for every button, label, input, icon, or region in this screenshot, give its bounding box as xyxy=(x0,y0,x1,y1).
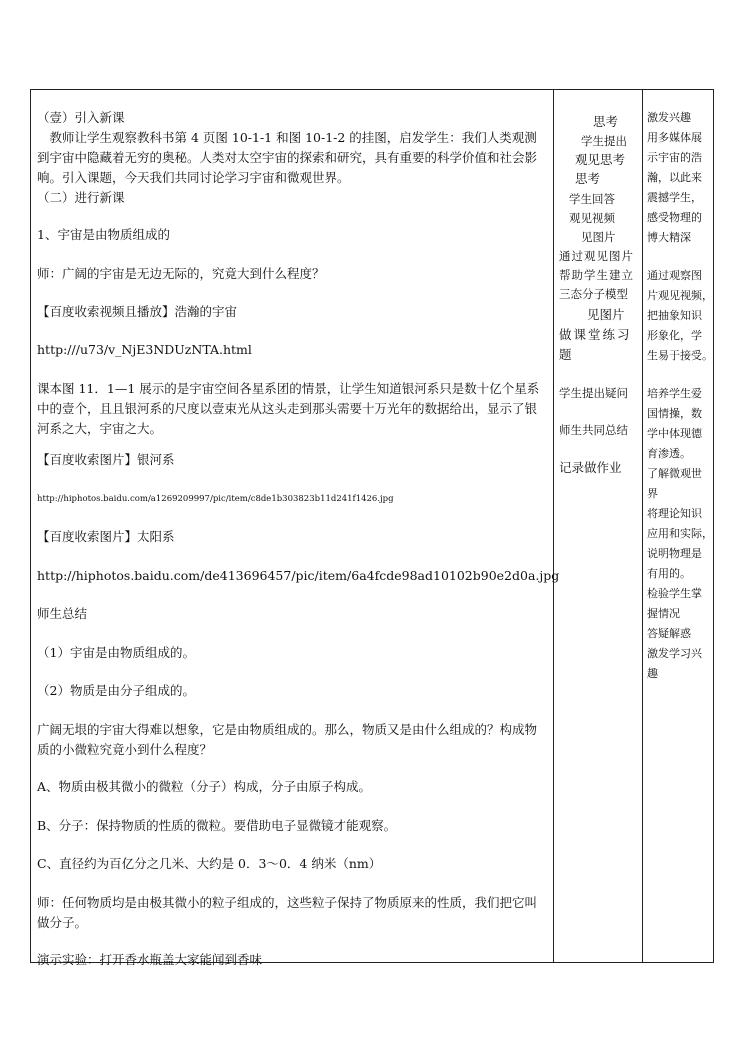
summary-2: （2）物质是由分子组成的。 xyxy=(37,683,195,698)
intent-line-19: 将理论知识 xyxy=(647,507,702,520)
intent-line-14: 国情操，数 xyxy=(647,407,702,420)
point-1: 1、宇宙是由物质组成的 xyxy=(37,227,170,242)
lesson-plan-table xyxy=(30,89,714,967)
intent-line-24: 握情况 xyxy=(647,607,680,620)
intent-line-22: 有用的。 xyxy=(647,567,691,580)
intent-line-10: 把抽象知识 xyxy=(647,309,702,322)
intent-line-2: 用多媒体展 xyxy=(647,131,702,144)
student-line-11: 见图片 xyxy=(587,307,625,322)
student-line-4: 思考 xyxy=(575,171,601,186)
image1-label: 【百度收索图片】银河系 xyxy=(37,452,175,467)
intent-line-27: 趣 xyxy=(647,667,658,680)
intent-line-20: 应用和实际， xyxy=(647,527,713,540)
question-2: 广阔无垠的宇宙大得难以想象，它是由物质组成的。那么，物质又是由什么组成的？构成物质的小微粒究竟小到什么程度？ xyxy=(37,722,538,757)
student-line-12: 做课堂练习 xyxy=(559,327,632,342)
intent-line-1: 激发兴趣 xyxy=(647,111,691,124)
intro-heading: （壹）引入新课 xyxy=(37,110,125,125)
intent-line-15: 学中体现德 xyxy=(647,427,702,440)
student-line-8: 通过观见图片 xyxy=(559,249,634,263)
new-lesson-heading: （二）进行新课 xyxy=(37,190,125,205)
image2-label: 【百度收索图片】太阳系 xyxy=(37,529,175,544)
student-line-14: 学生提出疑问 xyxy=(559,386,628,400)
intent-line-11: 形象化，学 xyxy=(647,329,702,342)
intent-line-5: 震撼学生， xyxy=(647,191,702,204)
image1-url: http://hiphotos.baidu.com/a1269209997/pic/item/c8de1b303823b11d241f1426.jpg xyxy=(37,494,394,504)
intent-line-13: 培养学生爱 xyxy=(647,387,702,400)
intent-line-18: 界 xyxy=(647,487,658,500)
summary-heading: 师生总结 xyxy=(37,606,88,621)
intent-line-16: 育渗透。 xyxy=(647,447,691,460)
intent-line-4: 瀚，以此来 xyxy=(647,171,702,184)
student-line-16: 记录做作业 xyxy=(559,460,622,475)
student-line-1: 思考 xyxy=(593,114,619,129)
point-b: B、分子：保持物质的性质的微粒。要借助电子显微镜才能观察。 xyxy=(37,818,397,833)
video-url: http:///u73/v_NjE3NDUzNTA.html xyxy=(37,342,252,357)
student-line-10: 三态分子模型 xyxy=(559,287,628,301)
image2-url: http://hiphotos.baidu.com/de413696457/pic/item/6a4fcde98ad10102b90e2d0a.jpg xyxy=(37,568,560,583)
student-line-9: 帮助学生建立 xyxy=(559,268,634,282)
student-line-6: 观见视频 xyxy=(569,211,615,225)
student-line-2: 学生提出 xyxy=(581,134,627,148)
intent-line-8: 通过观察图 xyxy=(647,269,702,282)
point-c: C、直径约为百亿分之几米、大约是 0．3～0．4 纳米（nm） xyxy=(37,856,382,871)
intent-line-25: 答疑解惑 xyxy=(647,627,691,640)
intro-paragraph: 教师让学生观察教科书第 4 页图 10-1-1 和图 10-1-2 的挂图，启发学生：我们人类观测到宇宙中隐藏着无穷的奥秘。人类对太空宇宙的探索和研究，具有重要的科学价值和社会影响。引入课题，今天我们共同讨论学习宇宙和微观世界。 xyxy=(37,130,538,185)
student-line-15: 师生共同总结 xyxy=(559,423,628,437)
student-line-5: 学生回答 xyxy=(569,192,615,206)
intent-line-26: 激发学习兴 xyxy=(647,647,702,660)
intent-line-21: 说明物理是 xyxy=(647,547,702,560)
student-line-13: 题 xyxy=(559,347,572,362)
intent-line-3: 示宇宙的浩 xyxy=(647,151,702,164)
intent-line-12: 生易于接受。 xyxy=(647,349,713,362)
intent-line-23: 检验学生掌 xyxy=(647,587,702,600)
point-a: A、物质由极其微小的微粒（分子）构成，分子由原子构成。 xyxy=(37,779,372,794)
intent-line-9: 片观见视频， xyxy=(647,289,713,302)
teacher-question-1: 师：广阔的宇宙是无边无际的，究竟大到什么程度？ xyxy=(37,266,325,281)
video-label: 【百度收索视频且播放】浩瀚的宇宙 xyxy=(37,304,238,319)
student-line-7: 见图片 xyxy=(581,230,616,244)
intent-line-6: 感受物理的 xyxy=(647,211,702,224)
column-divider-2 xyxy=(642,90,643,962)
column-divider-1 xyxy=(553,90,554,962)
teacher-statement-2: 师：任何物质均是由极其微小的粒子组成的，这些粒子保持了物质原来的性质，我们把它叫做分子。 xyxy=(37,895,538,930)
intent-line-17: 了解微观世 xyxy=(647,467,702,480)
demo-experiment: 演示实验：打开香水瓶盖大家能闻到香味 xyxy=(37,952,263,967)
textbook-paragraph: 课本图 11．1—1 展示的是宇宙空间各星系团的情景，让学生知道银河系只是数十亿个星系中的壹个，且且银河系的尺度以壹束光从这头走到那头需要十万光年的数据给出，显示了银河系之大，宇宙之大。 xyxy=(37,381,540,436)
student-line-3: 观见思考 xyxy=(575,152,626,167)
summary-1: （1）宇宙是由物质组成的。 xyxy=(37,645,195,660)
intent-line-7: 博大精深 xyxy=(647,231,691,244)
